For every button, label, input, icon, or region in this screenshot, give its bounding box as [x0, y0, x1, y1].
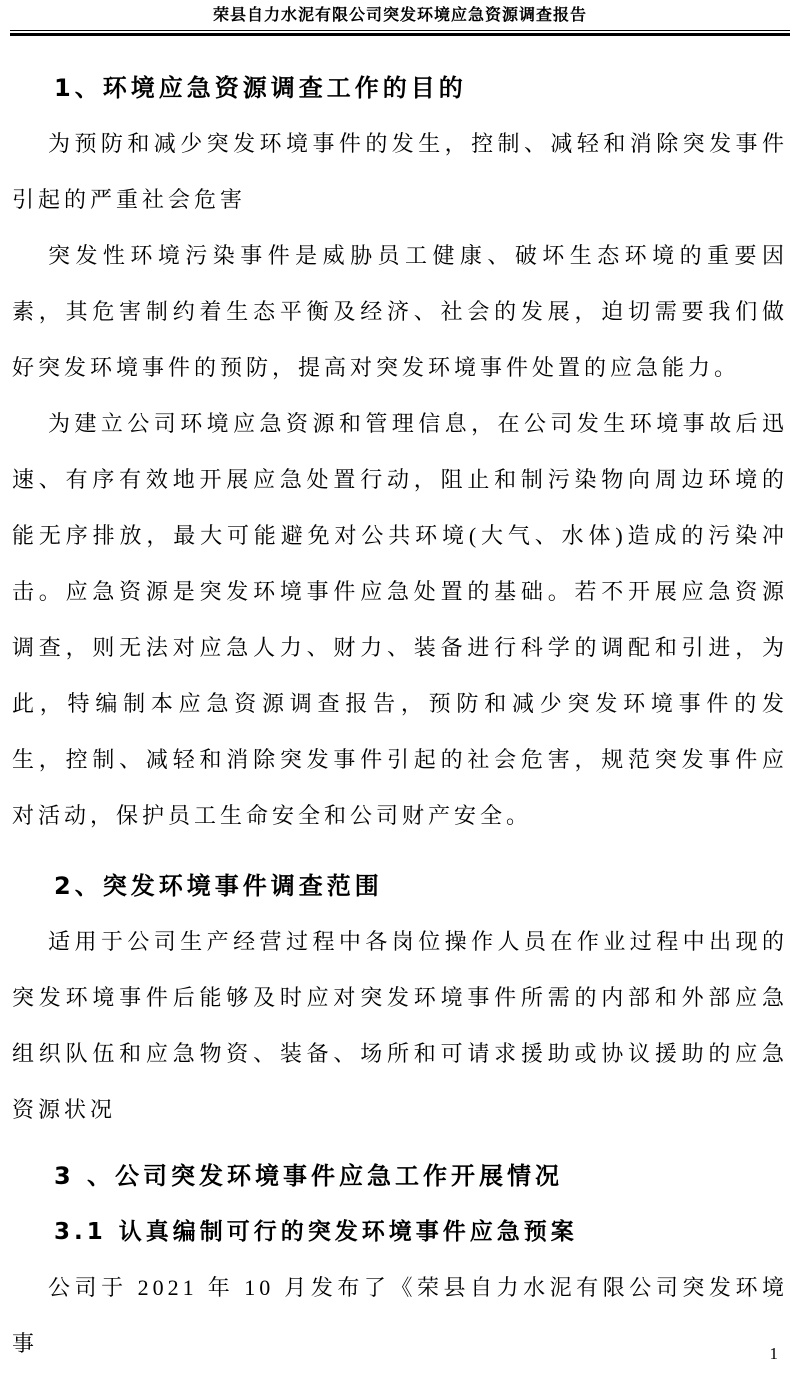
section-heading-3: 3 、公司突发环境事件应急工作开展情况	[54, 1162, 564, 1190]
header-rule-divider	[10, 30, 790, 36]
section-heading-3-1: 3.1 认真编制可行的突发环境事件应急预案	[54, 1219, 578, 1245]
paragraph-resource-basis: 为建立公司环境应急资源和管理信息，在公司发生环境事故后迅速、有序有效地开展应急处置行动，阻止和制污染物向周边环境的能无序排放，最大可能避免对公共环境(大气、水体)造成的污染冲击。应急资源是突发环境事件应急处置的基础。若不开展应急资源调查，则无法对应急人力、财力、装备进行科学的调配和引进，为此，特编制本应急资源调查报告，预防和减少突发环境事件的发生，控制、减轻和消除突发事件引起的社会危害，规范突发事件应对活动，保护员工生命安全和公司财产安全。	[12, 411, 788, 828]
page-number: 1	[769, 1344, 778, 1363]
paragraph-purpose-intro: 为预防和减少突发环境事件的发生，控制、减轻和消除突发事件引起的严重社会危害	[12, 131, 788, 212]
paragraph-pollution-threat: 突发性环境污染事件是威胁员工健康、破坏生态环境的重要因素，其危害制约着生态平衡及经济、社会的发展，迫切需要我们做好突发环境事件的预防，提高对突发环境事件处置的应急能力。	[12, 243, 788, 380]
page-header-title: 荣县自力水泥有限公司突发环境应急资源调查报告	[212, 7, 587, 24]
document-body	[12, 60, 788, 1372]
section-heading-1: 1、环境应急资源调查工作的目的	[54, 74, 467, 102]
paragraph-plan-publication: 公司于 2021 年 10 月发布了《荣县自力水泥有限公司突发环境事	[12, 1275, 788, 1356]
paragraph-scope: 适用于公司生产经营过程中各岗位操作人员在作业过程中出现的突发环境事件后能够及时应对突发环境事件所需的内部和外部应急组织队伍和应急物资、装备、场所和可请求援助或协议援助的应急资源状况	[12, 929, 788, 1122]
section-heading-2: 2、突发环境事件调查范围	[54, 872, 383, 900]
